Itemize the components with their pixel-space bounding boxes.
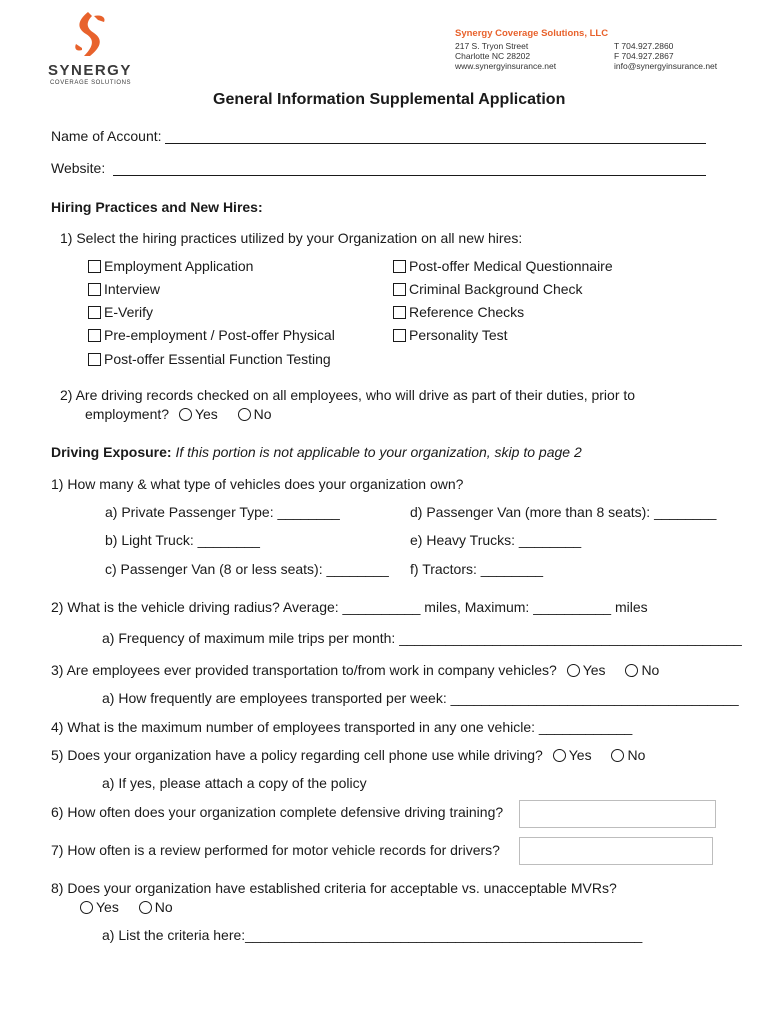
q2-yes-radio[interactable]: Yes <box>179 406 218 422</box>
synergy-logo-icon <box>48 10 138 60</box>
radio[interactable] <box>179 408 192 421</box>
hiring-heading: Hiring Practices and New Hires: <box>51 199 263 215</box>
driving-q6: 6) How often does your organization complete defensive driving training? <box>51 804 504 820</box>
hiring-q2-line2: employment? Yes No <box>85 406 272 422</box>
company-fax: F 704.927.2867 <box>614 51 674 61</box>
radio[interactable] <box>567 664 580 677</box>
option-pre-employment-physical[interactable]: Pre-employment / Post-offer Physical <box>88 327 335 343</box>
checkbox[interactable] <box>88 283 101 296</box>
q5-no-radio[interactable]: No <box>611 747 645 763</box>
website-label: Website: <box>51 160 106 176</box>
q8-radio-row <box>80 899 173 915</box>
name-of-account-label: Name of Account: <box>51 128 162 144</box>
vehicle-e[interactable]: e) Heavy Trucks: ________ <box>410 532 582 548</box>
driving-q3a[interactable]: a) How frequently are employees transported per week: _____________________________________ <box>102 690 739 706</box>
checkbox[interactable] <box>88 306 101 319</box>
q8-no-radio[interactable]: No <box>139 899 173 915</box>
checkbox[interactable] <box>393 306 406 319</box>
mvr-review-field[interactable] <box>519 837 713 865</box>
company-phone: T 704.927.2860 <box>614 41 674 51</box>
option-reference-checks[interactable]: Reference Checks <box>393 304 524 320</box>
vehicle-a[interactable]: a) Private Passenger Type: ________ <box>105 504 340 520</box>
q3-no-radio[interactable]: No <box>625 662 659 678</box>
option-essential-function-testing[interactable]: Post-offer Essential Function Testing <box>88 351 331 367</box>
driving-q5a: a) If yes, please attach a copy of the policy <box>102 775 367 791</box>
checkbox[interactable] <box>393 283 406 296</box>
driving-q7: 7) How often is a review performed for motor vehicle records for drivers? <box>51 842 500 858</box>
radio[interactable] <box>139 901 152 914</box>
company-name: Synergy Coverage Solutions, LLC <box>455 28 609 39</box>
radio[interactable] <box>611 749 624 762</box>
checkbox[interactable] <box>88 353 101 366</box>
option-interview[interactable]: Interview <box>88 281 160 297</box>
page-title: General Information Supplemental Application <box>213 91 566 108</box>
q8-yes-radio[interactable]: Yes <box>80 899 119 915</box>
radio[interactable] <box>553 749 566 762</box>
driving-heading: Driving Exposure: <box>51 444 172 460</box>
defensive-training-field[interactable] <box>519 800 716 828</box>
hiring-q2-line1: 2) Are driving records checked on all employees, who will drive as part of their duties, prior to <box>60 387 636 403</box>
option-employment-application[interactable]: Employment Application <box>88 258 253 274</box>
vehicle-d[interactable]: d) Passenger Van (more than 8 seats): ________ <box>410 504 717 520</box>
company-website: www.synergyinsurance.net <box>455 61 557 71</box>
vehicle-b[interactable]: b) Light Truck: ________ <box>105 532 260 548</box>
driving-q1: 1) How many & what type of vehicles does your organization own? <box>51 476 464 492</box>
vehicle-c[interactable]: c) Passenger Van (8 or less seats): ________ <box>105 561 389 577</box>
radio[interactable] <box>80 901 93 914</box>
option-medical-questionnaire[interactable]: Post-offer Medical Questionnaire <box>393 258 613 274</box>
driving-q5-row: 5) Does your organization have a policy regarding cell phone use while driving? Yes No <box>51 747 646 763</box>
logo-subtitle: COVERAGE SOLUTIONS <box>50 80 132 86</box>
q3-yes-radio[interactable]: Yes <box>567 662 606 678</box>
q2-no-radio[interactable]: No <box>238 406 272 422</box>
driving-heading-row <box>51 444 582 460</box>
company-address-1: 217 S. Tryon Street <box>455 41 529 51</box>
option-criminal-background-check[interactable]: Criminal Background Check <box>393 281 583 297</box>
driving-q8: 8) Does your organization have established criteria for acceptable vs. unacceptable MVRs? <box>51 880 617 896</box>
name-of-account-field[interactable] <box>165 143 706 144</box>
vehicle-f[interactable]: f) Tractors: ________ <box>410 561 544 577</box>
company-address-2: Charlotte NC 28202 <box>455 51 531 61</box>
option-personality-test[interactable]: Personality Test <box>393 327 508 343</box>
checkbox[interactable] <box>88 329 101 342</box>
q5-yes-radio[interactable]: Yes <box>553 747 592 763</box>
radio[interactable] <box>625 664 638 677</box>
website-field[interactable] <box>113 175 706 176</box>
hiring-q1: 1) Select the hiring practices utilized by your Organization on all new hires: <box>60 230 523 246</box>
driving-note: If this portion is not applicable to your organization, skip to page 2 <box>175 444 582 460</box>
driving-q2a[interactable]: a) Frequency of maximum mile trips per month: ____________________________________________ <box>102 630 742 646</box>
company-logo <box>48 10 138 86</box>
option-e-verify[interactable]: E-Verify <box>88 304 153 320</box>
driving-q4[interactable]: 4) What is the maximum number of employees transported in any one vehicle: ____________ <box>51 719 633 735</box>
company-email: info@synergyinsurance.net <box>614 61 718 71</box>
driving-q3-row: 3) Are employees ever provided transportation to/from work in company vehicles? Yes No <box>51 662 660 678</box>
logo-name: SYNERGY <box>48 62 132 79</box>
driving-q2[interactable]: 2) What is the vehicle driving radius? Average: __________ miles, Maximum: __________ miles <box>51 599 648 615</box>
radio[interactable] <box>238 408 251 421</box>
checkbox[interactable] <box>393 329 406 342</box>
checkbox[interactable] <box>88 260 101 273</box>
checkbox[interactable] <box>393 260 406 273</box>
driving-q8a[interactable]: a) List the criteria here:___________________________________________________ <box>102 927 643 943</box>
